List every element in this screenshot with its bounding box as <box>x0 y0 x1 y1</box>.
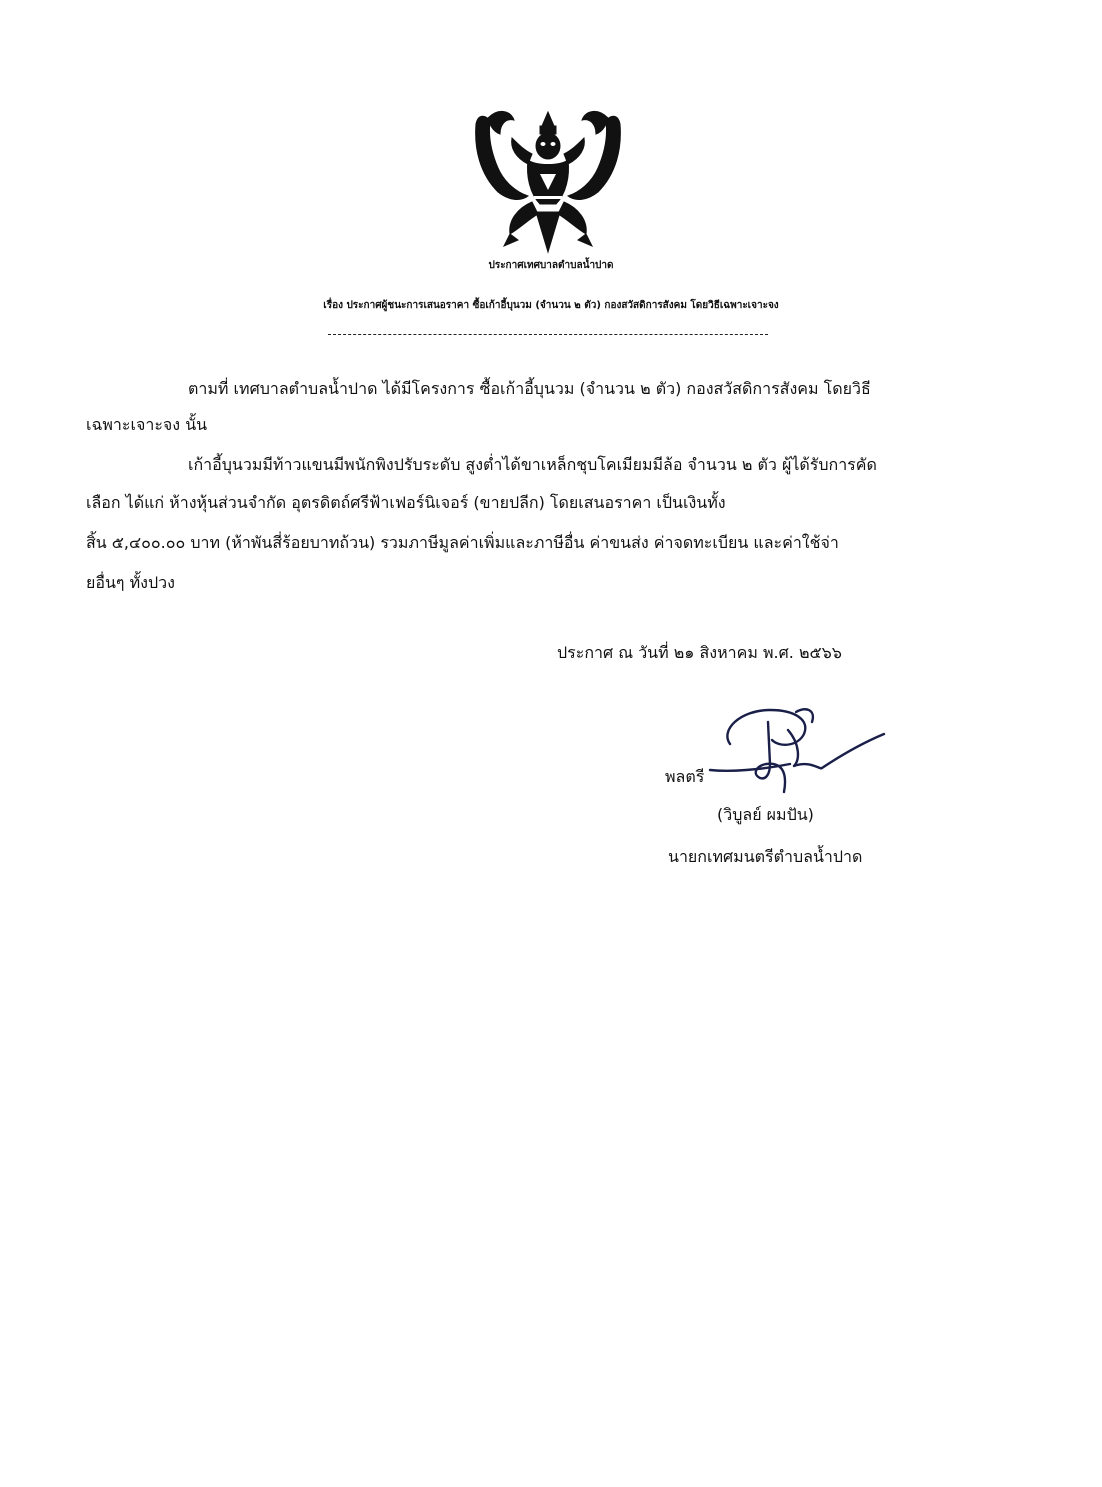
divider-line <box>328 334 768 335</box>
body-line: สิ้น ๕,๔๐๐.๐๐ บาท (ห้าพันสี่ร้อยบาทถ้วน) รวมภาษีมูลค่าเพิ่มและภาษีอื่น ค่าขนส่ง ค่าจดทะเบียน และค่าใช้จ่า <box>86 533 839 552</box>
body-line: เลือก ได้แก่ ห้างหุ้นส่วนจำกัด อุตรดิตถ์ศรีฟ้าเฟอร์นิเจอร์ (ขายปลีก) โดยเสนอราคา เป็นเงินทั้ง <box>86 493 726 512</box>
signer-rank: พลตรี <box>665 767 705 786</box>
body-line: เก้าอี้บุนวมมีท้าวแขนมีพนักพิงปรับระดับ สูงต่ำได้ขาเหล็กชุบโคเมียมมีล้อ จำนวน ๒ ตัว ผู้ได้รับการคัด <box>188 455 877 474</box>
announcement-date: ประกาศ ณ วันที่ ๒๑ สิงหาคม พ.ศ. ๒๕๖๖ <box>557 643 842 662</box>
announcement-subject: เรื่อง ประกาศผู้ชนะการเสนอราคา ซื้อเก้าอี้บุนวม (จำนวน ๒ ตัว) กองสวัสดิการสังคม โดยวิธีเฉพาะเจาะจง <box>323 300 779 311</box>
body-line: ยอื่นๆ ทั้งปวง <box>86 573 175 592</box>
signer-name: (วิบูลย์ ผมปัน) <box>717 805 814 824</box>
body-line: เฉพาะเจาะจง นั้น <box>86 415 208 434</box>
body-line: ตามที่ เทศบาลตำบลน้ำปาด ได้มีโครงการ ซื้อเก้าอี้บุนวม (จำนวน ๒ ตัว) กองสวัสดิการสังคม โดยวิธี <box>188 379 871 398</box>
announcement-title: ประกาศเทศบาลตำบลน้ำปาด <box>488 260 614 271</box>
signer-position: นายกเทศมนตรีตำบลน้ำปาด <box>668 847 863 866</box>
garuda-emblem-icon <box>470 104 626 254</box>
signature-image <box>700 700 890 800</box>
